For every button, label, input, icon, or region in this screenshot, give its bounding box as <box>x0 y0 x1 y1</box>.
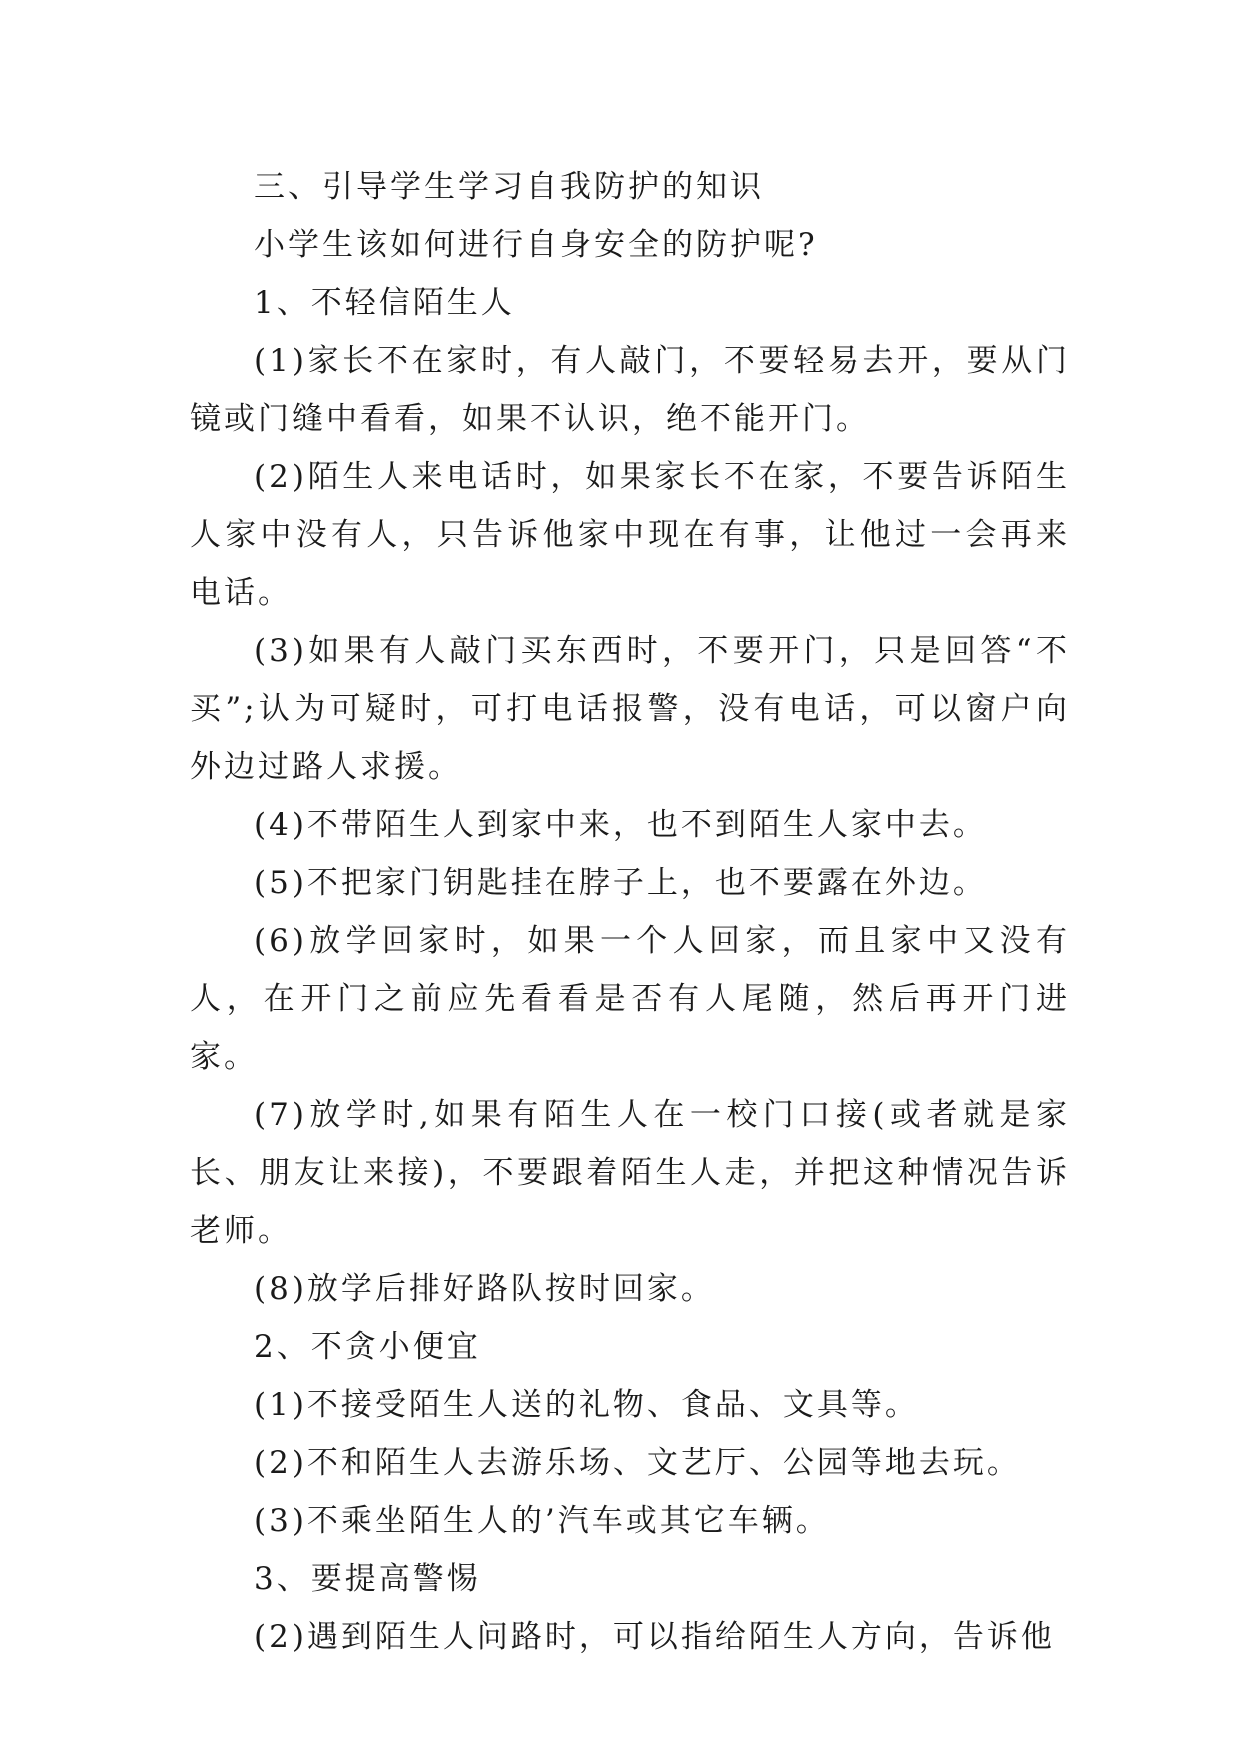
section-heading: 三、引导学生学习自我防护的知识 <box>254 169 764 205</box>
subsection-heading: 3、要提高警惕 <box>254 1561 481 1597</box>
subsection-heading: 2、不贪小便宜 <box>254 1329 481 1365</box>
list-item: (7)放学时,如果有陌生人在一校门口接(或者就是家长、朋友让来接)，不要跟着陌生人走，并把这种情况告诉老师。 <box>190 1097 1070 1249</box>
list-item: (5)不把家门钥匙挂在脖子上，也不要露在外边。 <box>254 865 987 901</box>
list-item: (4)不带陌生人到家中来，也不到陌生人家中去。 <box>254 807 987 843</box>
list-item: (3)如果有人敲门买东西时，不要开门，只是回答“不买”;认为可疑时，可打电话报警，没有电话，可以窗户向外边过路人求援。 <box>190 633 1070 785</box>
subsection-heading: 1、不轻信陌生人 <box>254 285 515 321</box>
list-item: (8)放学后排好路队按时回家。 <box>254 1271 715 1307</box>
paragraph: 小学生该如何进行自身安全的防护呢? <box>254 227 818 263</box>
list-item: (2)遇到陌生人问路时，可以指给陌生人方向，告诉他 <box>254 1619 1055 1655</box>
document-body <box>190 158 1070 1666</box>
list-item: (1)家长不在家时，有人敲门，不要轻易去开，要从门镜或门缝中看看，如果不认识，绝不能开门。 <box>190 343 1070 437</box>
list-item: (2)陌生人来电话时，如果家长不在家，不要告诉陌生人家中没有人，只告诉他家中现在有事，让他过一会再来电话。 <box>190 459 1070 611</box>
list-item: (2)不和陌生人去游乐场、文艺厅、公园等地去玩。 <box>254 1445 1021 1481</box>
list-item: (3)不乘坐陌生人的’汽车或其它车辆。 <box>254 1503 830 1539</box>
list-item: (1)不接受陌生人送的礼物、食品、文具等。 <box>254 1387 919 1423</box>
list-item: (6)放学回家时，如果一个人回家，而且家中又没有人，在开门之前应先看看是否有人尾随，然后再开门进家。 <box>190 923 1070 1075</box>
